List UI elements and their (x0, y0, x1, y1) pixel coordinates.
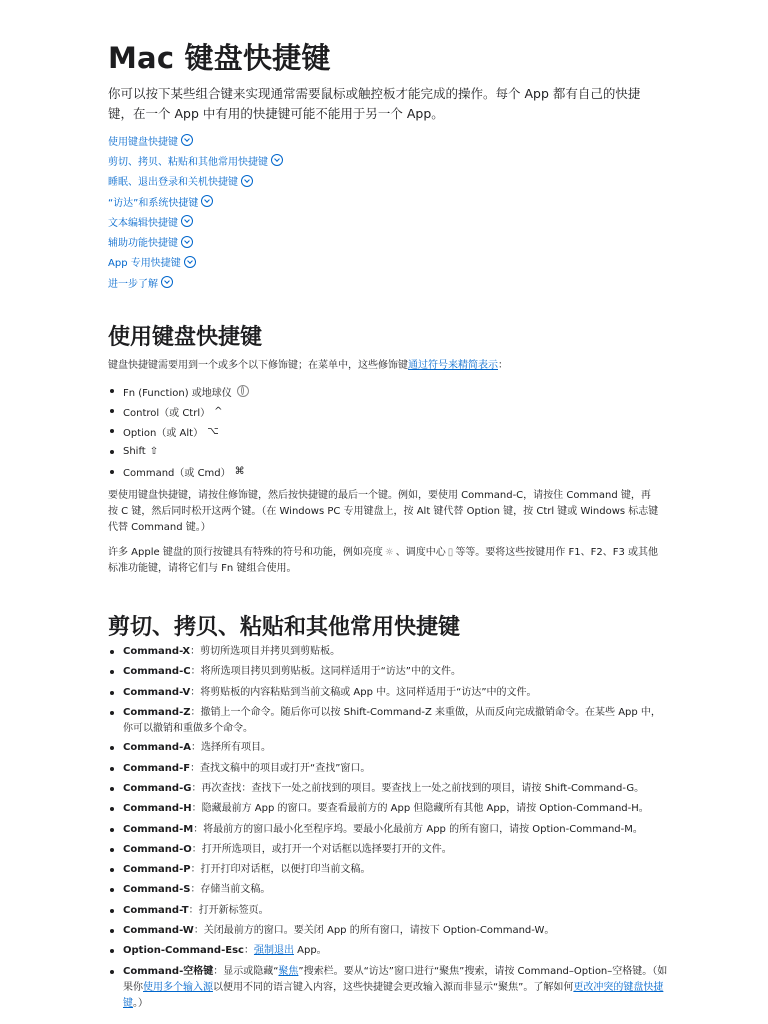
shortcut (123, 761, 668, 777)
bullet (110, 929, 114, 933)
shortcut-key: Command-H (123, 803, 192, 815)
bullet (110, 868, 114, 872)
toc-item[interactable] (108, 150, 283, 170)
shortcut-desc: ：将剪贴板的内容粘贴到当前文稿或 App 中。这同样适用于“访达”中的文件。 (190, 686, 537, 698)
list-item (108, 822, 668, 842)
shortcut-key: Command-A (123, 742, 191, 754)
shortcut-key: Command-X (123, 646, 191, 657)
table-of-contents (108, 130, 283, 292)
option-key-icon: ⌥ (207, 425, 219, 437)
chevron-down-icon[interactable] (271, 154, 283, 166)
bullet (110, 409, 114, 413)
bullet (110, 787, 114, 791)
change-conflicting-shortcuts-link[interactable]: 更改冲突的键盘快捷键 (123, 981, 664, 1009)
list-item (108, 685, 668, 705)
bullet (110, 670, 114, 674)
modifier-label: Shift (123, 446, 146, 458)
shortcut (123, 781, 668, 797)
shortcut-key: Command-O (123, 843, 192, 855)
chevron-down-icon[interactable] (201, 195, 213, 207)
list-item (108, 401, 668, 421)
shortcut-list (108, 644, 668, 1012)
toc-item[interactable] (108, 191, 283, 211)
shortcut-desc: ：再次查找：查找下一处之前找到的项目。要查找上一处之前找到的项目，请按 Shift-Command-G。 (191, 782, 645, 794)
list-item (108, 801, 668, 821)
shortcut-key: Command-V (123, 686, 191, 698)
shortcut (123, 664, 668, 680)
bullet (110, 767, 114, 771)
bullet (110, 888, 114, 892)
shortcut (123, 801, 668, 817)
brightness-icon: ☼ (384, 547, 394, 558)
toc-link[interactable]: “访达”和系统快捷键 (108, 197, 199, 209)
page-title: Mac 键盘快捷键 (108, 41, 331, 75)
section-heading-common-shortcuts: 剪切、拷贝、粘贴和其他常用快捷键 (108, 615, 461, 640)
modifier-label: Command（或 Cmd） (123, 468, 231, 480)
shortcut-desc: ：撤销上一个命令。随后你可以按 Shift-Command-Z 来重做，从而反向完成撤销命令。在某些 App 中，你可以撤销和重做多个命令。 (123, 706, 661, 734)
bullet (110, 807, 114, 811)
input-sources-link[interactable]: 使用多个输入源 (143, 981, 213, 993)
list-item (108, 381, 668, 401)
shortcut-desc: ：隐藏最前方 App 的窗口。要查看最前方的 App 但隐藏所有其他 App，请按 Option-Command-H。 (191, 803, 649, 815)
chevron-down-icon[interactable] (241, 175, 253, 187)
shortcut (123, 822, 668, 838)
shortcut-desc: ：剪切所选项目并拷贝到剪贴板。 (190, 646, 341, 657)
toc-item[interactable] (108, 130, 283, 150)
toc-item[interactable] (108, 231, 283, 251)
shortcut-desc: ：将所选项目拷贝到剪贴板。这同样适用于“访达”中的文件。 (190, 666, 461, 678)
shortcut-key: Command-M (123, 823, 194, 835)
toc-link[interactable]: 辅助功能快捷键 (108, 238, 178, 250)
shortcut-key: Option-Command-Esc (123, 945, 244, 957)
bullet (110, 650, 114, 654)
shortcut-desc: ：将最前方的窗口最小化至程序坞。要最小化最前方 App 的所有窗口，请按 Option-Command-M。 (193, 823, 643, 835)
toc-link[interactable]: 使用键盘快捷键 (108, 136, 178, 148)
bullet (110, 848, 114, 852)
shortcut-key: Command-F (123, 762, 191, 774)
section-heading-using-shortcuts: 使用键盘快捷键 (108, 325, 263, 350)
list-item (108, 781, 668, 801)
shortcut (123, 740, 668, 756)
chevron-down-icon[interactable] (181, 215, 193, 227)
toc-link[interactable]: 文本编辑快捷键 (108, 217, 178, 229)
list-item (108, 903, 668, 923)
shortcut (123, 903, 668, 919)
bullet (110, 429, 114, 433)
shortcut (123, 882, 668, 898)
shortcut-key: Command-G (123, 782, 192, 794)
shortcut-desc: ：关闭最前方的窗口。要关闭 App 的所有窗口，请按下 Option-Command-W。 (193, 925, 555, 937)
bullet (110, 909, 114, 913)
bullet (110, 949, 114, 953)
bullet (110, 746, 114, 750)
list-item (108, 964, 668, 1012)
shortcut-desc: ：存储当前文稿。 (190, 884, 271, 896)
toc-link[interactable]: App 专用快捷键 (108, 258, 181, 270)
shift-key-icon: ⇧ (149, 446, 159, 458)
list-item (108, 644, 668, 664)
list-item (108, 882, 668, 902)
section1-paragraph-2: 要使用键盘快捷键，请按住修饰键，然后按快捷键的最后一个键。例如，要使用 Command-C，请按住 Command 键，再按 C 键，然后同时松开这两个键。（在 Windows PC 专用键盘上，按 Alt 键代替 Option 键，按 Ctrl 键或 Windows 标志键代替 Command 键。） (108, 490, 659, 533)
list-item (108, 923, 668, 943)
list-item (108, 664, 668, 684)
shortcut (123, 923, 668, 939)
bullet (110, 970, 114, 974)
toc-link[interactable]: 进一步了解 (108, 278, 158, 290)
shortcut-key: Command-S (123, 884, 191, 896)
force-quit-link[interactable]: 强制退出 (253, 945, 294, 957)
bullet (110, 691, 114, 695)
shortcut-desc: ：选择所有项目。 (190, 742, 271, 754)
shortcut: Option-Command-Esc：强制退出 App。 (123, 945, 327, 957)
shortcut-key: Command-Z (123, 706, 191, 718)
chevron-down-icon[interactable] (181, 134, 193, 146)
section1-lead (108, 358, 660, 374)
toc-link[interactable]: 剪切、拷贝、粘贴和其他常用快捷键 (108, 156, 268, 168)
shortcut-key: Command-P (123, 864, 191, 876)
shortcut-key: Command-W (123, 925, 194, 937)
shortcut-desc: ：打开打印对话框，以便打印当前文稿。 (190, 864, 371, 876)
mission-control-icon: ▯ (447, 547, 454, 558)
list-item (108, 842, 668, 862)
globe-icon (237, 385, 249, 397)
chevron-down-icon[interactable] (184, 256, 196, 268)
shortcut-key: Command-T (123, 904, 189, 916)
shortcut-key: Command-C (123, 666, 191, 678)
intro-paragraph: 你可以按下某些组合键来实现通常需要鼠标或触控板才能完成的操作。每个 App 都有自己的快捷键，在一个 App 中有用的快捷键可能不能用于另一个 App。 (108, 86, 641, 121)
shortcut-desc: ：查找文稿中的项目或打开“查找”窗口。 (190, 762, 371, 774)
section1-paragraph-3: 许多 Apple 键盘的顶行按键具有特殊的符号和功能，例如亮度 ☼ 、调度中心 ▯ 等等。要将这些按键用作 F1、F2、F3 或其他标准功能键，请将它们与 Fn 键组合使用。 (108, 547, 659, 574)
bullet (110, 470, 114, 474)
bullet (110, 828, 114, 832)
chevron-down-icon[interactable] (161, 276, 173, 288)
list-item (108, 421, 668, 441)
bullet (110, 389, 114, 393)
chevron-down-icon[interactable] (181, 236, 193, 248)
symbols-link[interactable]: 通过符号来精简表示 (408, 360, 498, 371)
list-item (108, 462, 668, 482)
shortcut-desc: ：打开新标签页。 (188, 904, 269, 916)
toc-item[interactable] (108, 252, 283, 272)
list-item (108, 862, 668, 882)
shortcut (123, 644, 668, 660)
modifier-list (108, 381, 668, 482)
shortcut (123, 862, 668, 878)
list-item (108, 740, 668, 760)
shortcut-desc: ：打开所选项目，或打开一个对话框以选择要打开的文件。 (191, 843, 452, 855)
shortcut (123, 685, 668, 701)
list-item (108, 761, 668, 781)
command-key-icon: ⌘ (234, 466, 245, 478)
bullet (110, 450, 114, 454)
list-item (108, 943, 668, 963)
spotlight-link[interactable]: 聚焦 (278, 965, 299, 977)
list-item (108, 705, 668, 741)
toc-link[interactable]: 睡眠、退出登录和关机快捷键 (108, 177, 238, 189)
toc-item[interactable] (108, 272, 283, 292)
shortcut (123, 842, 668, 858)
toc-item[interactable] (108, 171, 283, 191)
modifier-label: Option（或 Alt） (123, 427, 204, 439)
bullet (110, 711, 114, 715)
list-item (108, 442, 668, 462)
toc-item[interactable] (108, 211, 283, 231)
modifier-label: Fn (Function) 或地球仪 (123, 387, 232, 399)
lead-text: 键盘快捷键需要用到一个或多个以下修饰键；在菜单中，这些修饰键 (108, 360, 408, 371)
modifier-label: Control（或 Ctrl） (123, 407, 211, 419)
shortcut: Command-空格键：显示或隐藏“聚焦”搜索栏。要从“访达”窗口进行“聚焦”搜索，请按 Command–Option–空格键。（如果你使用多个输入源以便用不同的语言键入内容，这些快捷键会更改输入源而非显示“聚焦”。了解如何更改冲突的键盘快捷键。） (123, 965, 668, 1009)
control-key-icon: ^ (214, 405, 223, 417)
lead-end: ： (498, 360, 508, 371)
shortcut (123, 705, 668, 737)
shortcut-key: Command-空格键 (123, 965, 214, 977)
